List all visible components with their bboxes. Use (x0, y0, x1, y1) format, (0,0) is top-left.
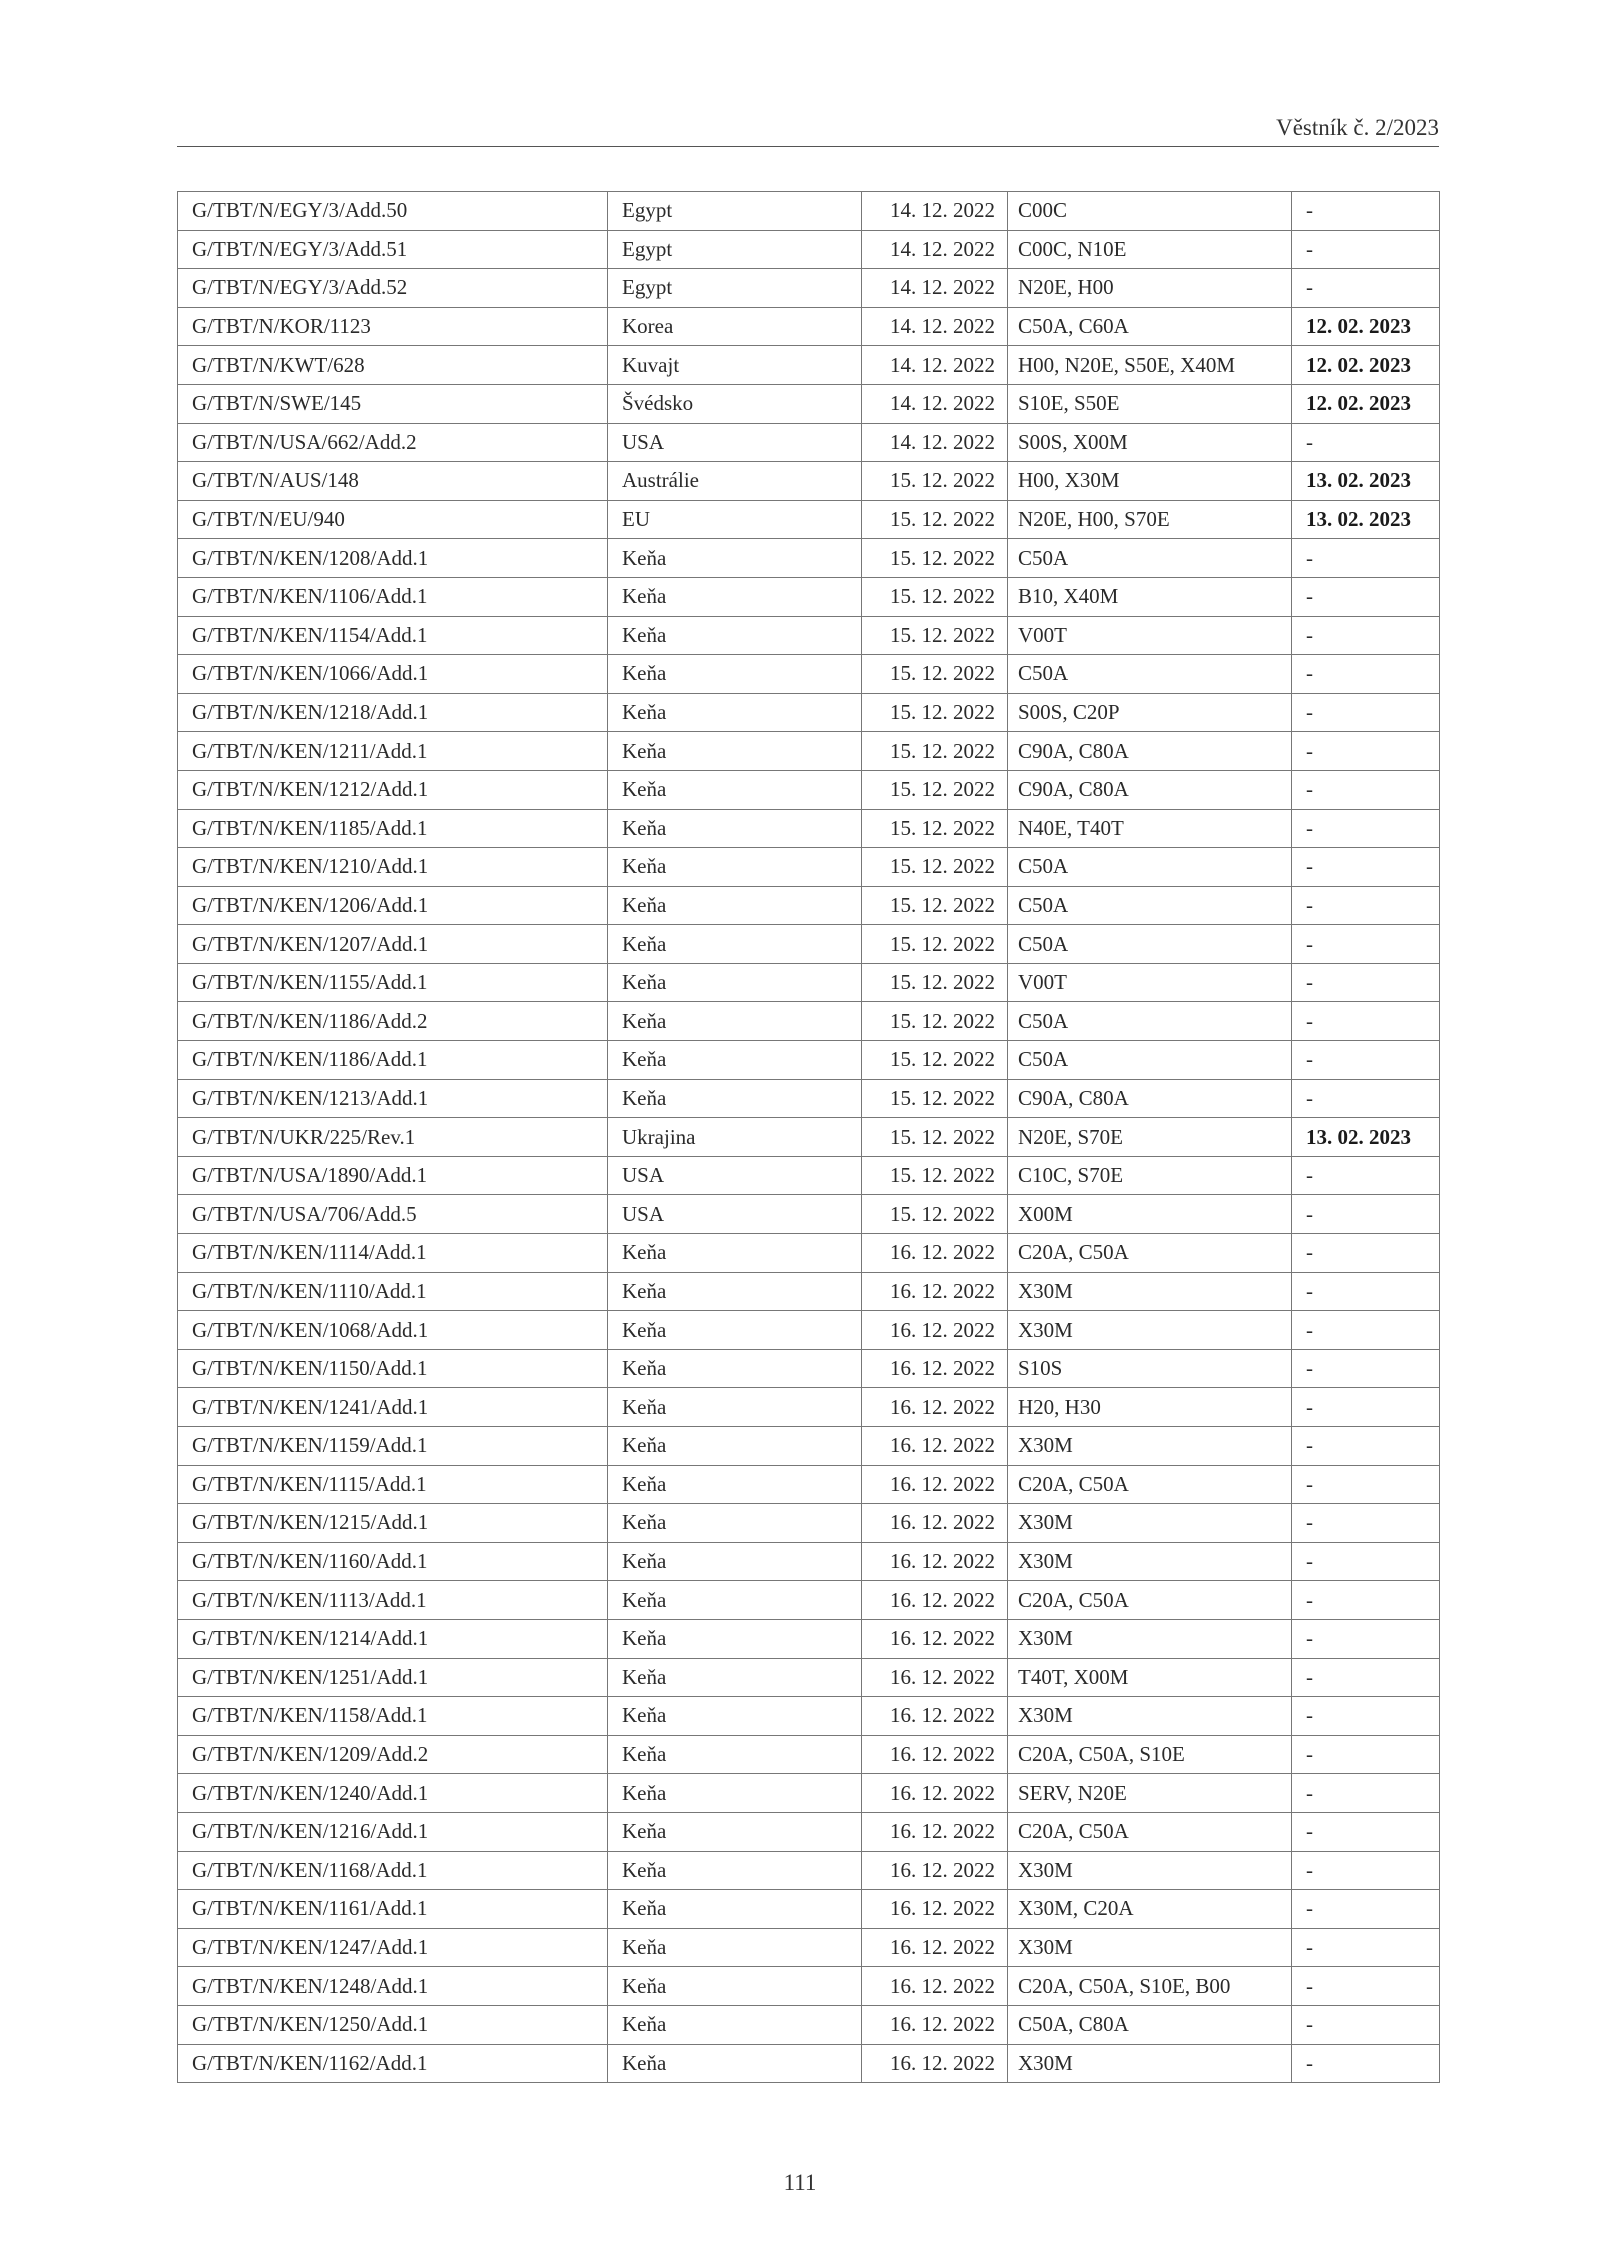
country-cell: Keňa (608, 1697, 862, 1736)
table-row (178, 1118, 1440, 1157)
deadline-cell: - (1292, 423, 1440, 462)
table-row (178, 423, 1440, 462)
symbol-cell: G/TBT/N/KEN/1210/Add.1 (178, 848, 608, 887)
codes-cell: C00C (1008, 192, 1292, 231)
table-row (178, 230, 1440, 269)
symbol-cell: G/TBT/N/KEN/1115/Add.1 (178, 1465, 608, 1504)
table-row (178, 925, 1440, 964)
date-cell: 16. 12. 2022 (862, 1427, 1008, 1466)
country-cell: Keňa (608, 1079, 862, 1118)
date-cell: 15. 12. 2022 (862, 539, 1008, 578)
country-cell: Keňa (608, 1234, 862, 1273)
country-cell: Keňa (608, 732, 862, 771)
codes-cell: C20A, C50A (1008, 1465, 1292, 1504)
codes-cell: N20E, H00, S70E (1008, 500, 1292, 539)
date-cell: 15. 12. 2022 (862, 770, 1008, 809)
deadline-cell: - (1292, 770, 1440, 809)
symbol-cell: G/TBT/N/KEN/1250/Add.1 (178, 2005, 608, 2044)
table-row (178, 462, 1440, 501)
country-cell: Egypt (608, 192, 862, 231)
date-cell: 15. 12. 2022 (862, 1041, 1008, 1080)
codes-cell: C20A, C50A (1008, 1581, 1292, 1620)
date-cell: 16. 12. 2022 (862, 1272, 1008, 1311)
deadline-cell: - (1292, 1272, 1440, 1311)
codes-cell: N20E, S70E (1008, 1118, 1292, 1157)
codes-cell: C50A (1008, 886, 1292, 925)
deadline-cell: - (1292, 848, 1440, 887)
codes-cell: B10, X40M (1008, 577, 1292, 616)
country-cell: Keňa (608, 1388, 862, 1427)
country-cell: Keňa (608, 925, 862, 964)
date-cell: 15. 12. 2022 (862, 1156, 1008, 1195)
date-cell: 16. 12. 2022 (862, 1697, 1008, 1736)
country-cell: USA (608, 423, 862, 462)
country-cell: Keňa (608, 848, 862, 887)
table-row (178, 1697, 1440, 1736)
date-cell: 15. 12. 2022 (862, 925, 1008, 964)
symbol-cell: G/TBT/N/KEN/1162/Add.1 (178, 2044, 608, 2083)
date-cell: 16. 12. 2022 (862, 1851, 1008, 1890)
deadline-cell: - (1292, 732, 1440, 771)
symbol-cell: G/TBT/N/KEN/1212/Add.1 (178, 770, 608, 809)
deadline-cell: - (1292, 1504, 1440, 1543)
deadline-cell: - (1292, 1041, 1440, 1080)
codes-cell: S00S, X00M (1008, 423, 1292, 462)
date-cell: 15. 12. 2022 (862, 462, 1008, 501)
table-row (178, 1812, 1440, 1851)
date-cell: 14. 12. 2022 (862, 423, 1008, 462)
table-row (178, 848, 1440, 887)
table-row (178, 732, 1440, 771)
date-cell: 16. 12. 2022 (862, 1504, 1008, 1543)
symbol-cell: G/TBT/N/KEN/1216/Add.1 (178, 1812, 608, 1851)
country-cell: Keňa (608, 963, 862, 1002)
deadline-cell: 13. 02. 2023 (1292, 462, 1440, 501)
table-row (178, 1272, 1440, 1311)
page-number: 111 (783, 2170, 817, 2195)
date-cell: 14. 12. 2022 (862, 230, 1008, 269)
table-row (178, 1890, 1440, 1929)
codes-cell: C50A (1008, 925, 1292, 964)
deadline-cell: - (1292, 1658, 1440, 1697)
symbol-cell: G/TBT/N/KWT/628 (178, 346, 608, 385)
country-cell: Keňa (608, 539, 862, 578)
deadline-cell: - (1292, 1427, 1440, 1466)
deadline-cell: - (1292, 577, 1440, 616)
table-row (178, 655, 1440, 694)
table-row (178, 1735, 1440, 1774)
date-cell: 15. 12. 2022 (862, 848, 1008, 887)
symbol-cell: G/TBT/N/KEN/1106/Add.1 (178, 577, 608, 616)
symbol-cell: G/TBT/N/KEN/1113/Add.1 (178, 1581, 608, 1620)
deadline-cell: - (1292, 1465, 1440, 1504)
deadline-cell: - (1292, 1890, 1440, 1929)
codes-cell: C00C, N10E (1008, 230, 1292, 269)
deadline-cell: - (1292, 963, 1440, 1002)
date-cell: 16. 12. 2022 (862, 1619, 1008, 1658)
deadline-cell: - (1292, 230, 1440, 269)
table-row (178, 886, 1440, 925)
codes-cell: C20A, C50A (1008, 1812, 1292, 1851)
date-cell: 15. 12. 2022 (862, 732, 1008, 771)
country-cell: Keňa (608, 1002, 862, 1041)
symbol-cell: G/TBT/N/KEN/1185/Add.1 (178, 809, 608, 848)
codes-cell: N40E, T40T (1008, 809, 1292, 848)
country-cell: Keňa (608, 1272, 862, 1311)
symbol-cell: G/TBT/N/KEN/1150/Add.1 (178, 1349, 608, 1388)
symbol-cell: G/TBT/N/KEN/1247/Add.1 (178, 1928, 608, 1967)
table-row (178, 1581, 1440, 1620)
country-cell: Keňa (608, 693, 862, 732)
table-row (178, 1195, 1440, 1234)
country-cell: Keňa (608, 1349, 862, 1388)
date-cell: 16. 12. 2022 (862, 1388, 1008, 1427)
table-row (178, 770, 1440, 809)
codes-cell: C50A (1008, 539, 1292, 578)
table-row (178, 1311, 1440, 1350)
country-cell: Keňa (608, 1890, 862, 1929)
deadline-cell: - (1292, 1388, 1440, 1427)
date-cell: 15. 12. 2022 (862, 963, 1008, 1002)
symbol-cell: G/TBT/N/KEN/1248/Add.1 (178, 1967, 608, 2006)
codes-cell: X30M (1008, 1272, 1292, 1311)
journal-title: Věstník č. 2/2023 (1276, 115, 1439, 140)
symbol-cell: G/TBT/N/KEN/1159/Add.1 (178, 1427, 608, 1466)
deadline-cell: - (1292, 2044, 1440, 2083)
deadline-cell: - (1292, 1812, 1440, 1851)
deadline-cell: - (1292, 925, 1440, 964)
codes-cell: H20, H30 (1008, 1388, 1292, 1427)
country-cell: Keňa (608, 886, 862, 925)
country-cell: Keňa (608, 577, 862, 616)
table-row (178, 384, 1440, 423)
table-row (178, 539, 1440, 578)
table-row (178, 1388, 1440, 1427)
codes-cell: X30M (1008, 1697, 1292, 1736)
symbol-cell: G/TBT/N/KEN/1208/Add.1 (178, 539, 608, 578)
deadline-cell: - (1292, 1967, 1440, 2006)
symbol-cell: G/TBT/N/KEN/1211/Add.1 (178, 732, 608, 771)
table-row (178, 693, 1440, 732)
country-cell: Keňa (608, 616, 862, 655)
symbol-cell: G/TBT/N/EGY/3/Add.51 (178, 230, 608, 269)
country-cell: Švédsko (608, 384, 862, 423)
country-cell: Keňa (608, 2005, 862, 2044)
symbol-cell: G/TBT/N/KEN/1161/Add.1 (178, 1890, 608, 1929)
country-cell: Austrálie (608, 462, 862, 501)
codes-cell: V00T (1008, 616, 1292, 655)
codes-cell: X30M (1008, 1619, 1292, 1658)
country-cell: Keňa (608, 1735, 862, 1774)
deadline-cell: - (1292, 1156, 1440, 1195)
codes-cell: N20E, H00 (1008, 269, 1292, 308)
symbol-cell: G/TBT/N/SWE/145 (178, 384, 608, 423)
deadline-cell: - (1292, 269, 1440, 308)
table-row (178, 269, 1440, 308)
deadline-cell: - (1292, 693, 1440, 732)
deadline-cell: - (1292, 1234, 1440, 1273)
notification-table (177, 191, 1440, 2083)
deadline-cell: 12. 02. 2023 (1292, 307, 1440, 346)
symbol-cell: G/TBT/N/KEN/1207/Add.1 (178, 925, 608, 964)
country-cell: Keňa (608, 1928, 862, 1967)
deadline-cell: - (1292, 886, 1440, 925)
table-row (178, 1619, 1440, 1658)
country-cell: Keňa (608, 1619, 862, 1658)
country-cell: Egypt (608, 269, 862, 308)
symbol-cell: G/TBT/N/KEN/1209/Add.2 (178, 1735, 608, 1774)
codes-cell: C50A (1008, 1041, 1292, 1080)
date-cell: 14. 12. 2022 (862, 269, 1008, 308)
deadline-cell: - (1292, 192, 1440, 231)
country-cell: Keňa (608, 1542, 862, 1581)
table-row (178, 1041, 1440, 1080)
deadline-cell: 12. 02. 2023 (1292, 346, 1440, 385)
date-cell: 15. 12. 2022 (862, 577, 1008, 616)
codes-cell: S10S (1008, 1349, 1292, 1388)
country-cell: Keňa (608, 1465, 862, 1504)
symbol-cell: G/TBT/N/KEN/1160/Add.1 (178, 1542, 608, 1581)
country-cell: Keňa (608, 809, 862, 848)
date-cell: 16. 12. 2022 (862, 1890, 1008, 1929)
deadline-cell: - (1292, 1735, 1440, 1774)
notification-table-body (178, 192, 1440, 2083)
deadline-cell: 12. 02. 2023 (1292, 384, 1440, 423)
deadline-cell: - (1292, 616, 1440, 655)
codes-cell: C90A, C80A (1008, 732, 1292, 771)
codes-cell: X30M (1008, 1427, 1292, 1466)
codes-cell: SERV, N20E (1008, 1774, 1292, 1813)
date-cell: 16. 12. 2022 (862, 1812, 1008, 1851)
codes-cell: C50A (1008, 655, 1292, 694)
table-row (178, 1156, 1440, 1195)
country-cell: USA (608, 1156, 862, 1195)
country-cell: Keňa (608, 1581, 862, 1620)
date-cell: 14. 12. 2022 (862, 307, 1008, 346)
date-cell: 14. 12. 2022 (862, 384, 1008, 423)
codes-cell: C50A (1008, 1002, 1292, 1041)
deadline-cell: - (1292, 539, 1440, 578)
country-cell: Kuvajt (608, 346, 862, 385)
table-row (178, 1658, 1440, 1697)
symbol-cell: G/TBT/N/KEN/1110/Add.1 (178, 1272, 608, 1311)
symbol-cell: G/TBT/N/AUS/148 (178, 462, 608, 501)
country-cell: Egypt (608, 230, 862, 269)
deadline-cell: - (1292, 1349, 1440, 1388)
country-cell: EU (608, 500, 862, 539)
date-cell: 15. 12. 2022 (862, 1195, 1008, 1234)
deadline-cell: - (1292, 1581, 1440, 1620)
country-cell: Keňa (608, 770, 862, 809)
date-cell: 14. 12. 2022 (862, 346, 1008, 385)
table-row (178, 1427, 1440, 1466)
deadline-cell: - (1292, 1002, 1440, 1041)
country-cell: Korea (608, 307, 862, 346)
symbol-cell: G/TBT/N/UKR/225/Rev.1 (178, 1118, 608, 1157)
date-cell: 15. 12. 2022 (862, 693, 1008, 732)
date-cell: 16. 12. 2022 (862, 1735, 1008, 1774)
country-cell: Keňa (608, 1658, 862, 1697)
codes-cell: C10C, S70E (1008, 1156, 1292, 1195)
symbol-cell: G/TBT/N/KEN/1154/Add.1 (178, 616, 608, 655)
codes-cell: C50A, C80A (1008, 2005, 1292, 2044)
date-cell: 15. 12. 2022 (862, 1002, 1008, 1041)
symbol-cell: G/TBT/N/KEN/1114/Add.1 (178, 1234, 608, 1273)
date-cell: 16. 12. 2022 (862, 1349, 1008, 1388)
symbol-cell: G/TBT/N/USA/1890/Add.1 (178, 1156, 608, 1195)
date-cell: 16. 12. 2022 (862, 1311, 1008, 1350)
country-cell: Keňa (608, 655, 862, 694)
deadline-cell: - (1292, 1619, 1440, 1658)
symbol-cell: G/TBT/N/KEN/1168/Add.1 (178, 1851, 608, 1890)
codes-cell: C20A, C50A (1008, 1234, 1292, 1273)
table-row (178, 1079, 1440, 1118)
table-row (178, 809, 1440, 848)
deadline-cell: - (1292, 1079, 1440, 1118)
codes-cell: H00, N20E, S50E, X40M (1008, 346, 1292, 385)
codes-cell: X30M (1008, 1542, 1292, 1581)
symbol-cell: G/TBT/N/KEN/1186/Add.1 (178, 1041, 608, 1080)
table-row (178, 1465, 1440, 1504)
page-header (177, 110, 1439, 147)
deadline-cell: - (1292, 655, 1440, 694)
date-cell: 16. 12. 2022 (862, 1967, 1008, 2006)
table-row (178, 1928, 1440, 1967)
deadline-cell: - (1292, 809, 1440, 848)
codes-cell: X30M (1008, 1311, 1292, 1350)
codes-cell: C50A (1008, 848, 1292, 887)
symbol-cell: G/TBT/N/KEN/1213/Add.1 (178, 1079, 608, 1118)
table-row (178, 577, 1440, 616)
symbol-cell: G/TBT/N/KEN/1186/Add.2 (178, 1002, 608, 1041)
country-cell: USA (608, 1195, 862, 1234)
country-cell: Keňa (608, 1967, 862, 2006)
date-cell: 15. 12. 2022 (862, 1079, 1008, 1118)
symbol-cell: G/TBT/N/KEN/1218/Add.1 (178, 693, 608, 732)
table-row (178, 192, 1440, 231)
symbol-cell: G/TBT/N/USA/706/Add.5 (178, 1195, 608, 1234)
symbol-cell: G/TBT/N/KEN/1214/Add.1 (178, 1619, 608, 1658)
country-cell: Keňa (608, 1427, 862, 1466)
deadline-cell: - (1292, 1928, 1440, 1967)
date-cell: 15. 12. 2022 (862, 809, 1008, 848)
table-row (178, 307, 1440, 346)
deadline-cell: 13. 02. 2023 (1292, 1118, 1440, 1157)
codes-cell: X30M (1008, 1851, 1292, 1890)
date-cell: 16. 12. 2022 (862, 1542, 1008, 1581)
country-cell: Keňa (608, 1311, 862, 1350)
codes-cell: C20A, C50A, S10E (1008, 1735, 1292, 1774)
table-row (178, 2005, 1440, 2044)
date-cell: 15. 12. 2022 (862, 616, 1008, 655)
table-row (178, 2044, 1440, 2083)
symbol-cell: G/TBT/N/KEN/1158/Add.1 (178, 1697, 608, 1736)
symbol-cell: G/TBT/N/KEN/1155/Add.1 (178, 963, 608, 1002)
codes-cell: X30M, C20A (1008, 1890, 1292, 1929)
date-cell: 15. 12. 2022 (862, 655, 1008, 694)
symbol-cell: G/TBT/N/KEN/1251/Add.1 (178, 1658, 608, 1697)
codes-cell: S10E, S50E (1008, 384, 1292, 423)
codes-cell: S00S, C20P (1008, 693, 1292, 732)
table-row (178, 963, 1440, 1002)
table-row (178, 1774, 1440, 1813)
table-row (178, 1542, 1440, 1581)
codes-cell: X30M (1008, 2044, 1292, 2083)
deadline-cell: - (1292, 1311, 1440, 1350)
codes-cell: C50A, C60A (1008, 307, 1292, 346)
codes-cell: C90A, C80A (1008, 770, 1292, 809)
deadline-cell: - (1292, 1697, 1440, 1736)
table-row (178, 500, 1440, 539)
country-cell: Keňa (608, 1774, 862, 1813)
date-cell: 16. 12. 2022 (862, 1581, 1008, 1620)
codes-cell: C20A, C50A, S10E, B00 (1008, 1967, 1292, 2006)
codes-cell: X00M (1008, 1195, 1292, 1234)
table-row (178, 1002, 1440, 1041)
codes-cell: H00, X30M (1008, 462, 1292, 501)
deadline-cell: 13. 02. 2023 (1292, 500, 1440, 539)
codes-cell: X30M (1008, 1504, 1292, 1543)
country-cell: Keňa (608, 1041, 862, 1080)
date-cell: 16. 12. 2022 (862, 2005, 1008, 2044)
codes-cell: X30M (1008, 1928, 1292, 1967)
symbol-cell: G/TBT/N/EU/940 (178, 500, 608, 539)
date-cell: 16. 12. 2022 (862, 1234, 1008, 1273)
symbol-cell: G/TBT/N/KEN/1206/Add.1 (178, 886, 608, 925)
codes-cell: T40T, X00M (1008, 1658, 1292, 1697)
deadline-cell: - (1292, 1851, 1440, 1890)
country-cell: Keňa (608, 1812, 862, 1851)
table-row (178, 1504, 1440, 1543)
table-row (178, 1234, 1440, 1273)
table-row (178, 1349, 1440, 1388)
symbol-cell: G/TBT/N/KEN/1066/Add.1 (178, 655, 608, 694)
table-row (178, 1851, 1440, 1890)
symbol-cell: G/TBT/N/KOR/1123 (178, 307, 608, 346)
symbol-cell: G/TBT/N/KEN/1241/Add.1 (178, 1388, 608, 1427)
table-row (178, 346, 1440, 385)
symbol-cell: G/TBT/N/KEN/1240/Add.1 (178, 1774, 608, 1813)
codes-cell: C90A, C80A (1008, 1079, 1292, 1118)
date-cell: 14. 12. 2022 (862, 192, 1008, 231)
date-cell: 15. 12. 2022 (862, 1118, 1008, 1157)
codes-cell: V00T (1008, 963, 1292, 1002)
table-row (178, 616, 1440, 655)
deadline-cell: - (1292, 2005, 1440, 2044)
symbol-cell: G/TBT/N/KEN/1068/Add.1 (178, 1311, 608, 1350)
date-cell: 16. 12. 2022 (862, 1928, 1008, 1967)
country-cell: Keňa (608, 2044, 862, 2083)
date-cell: 15. 12. 2022 (862, 500, 1008, 539)
date-cell: 16. 12. 2022 (862, 2044, 1008, 2083)
deadline-cell: - (1292, 1542, 1440, 1581)
country-cell: Keňa (608, 1504, 862, 1543)
country-cell: Ukrajina (608, 1118, 862, 1157)
date-cell: 16. 12. 2022 (862, 1774, 1008, 1813)
deadline-cell: - (1292, 1195, 1440, 1234)
symbol-cell: G/TBT/N/USA/662/Add.2 (178, 423, 608, 462)
deadline-cell: - (1292, 1774, 1440, 1813)
date-cell: 16. 12. 2022 (862, 1465, 1008, 1504)
symbol-cell: G/TBT/N/EGY/3/Add.50 (178, 192, 608, 231)
date-cell: 15. 12. 2022 (862, 886, 1008, 925)
table-row (178, 1967, 1440, 2006)
symbol-cell: G/TBT/N/KEN/1215/Add.1 (178, 1504, 608, 1543)
country-cell: Keňa (608, 1851, 862, 1890)
symbol-cell: G/TBT/N/EGY/3/Add.52 (178, 269, 608, 308)
date-cell: 16. 12. 2022 (862, 1658, 1008, 1697)
